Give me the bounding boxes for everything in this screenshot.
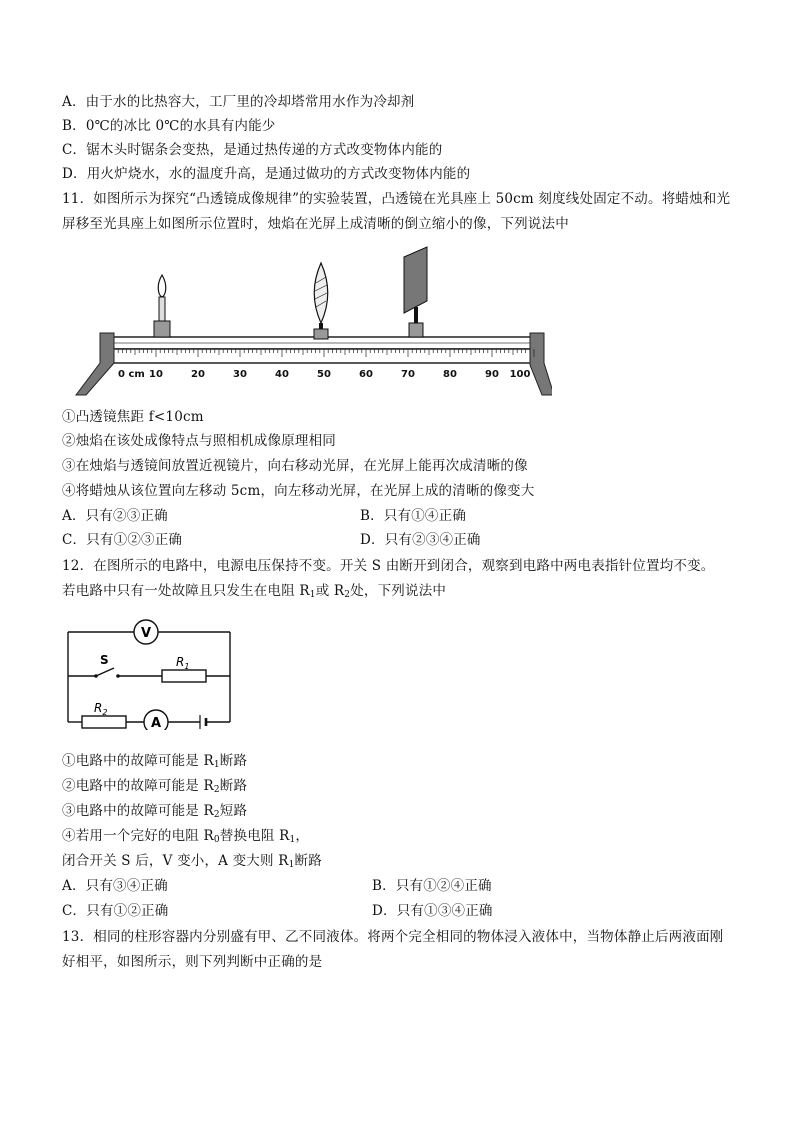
q11-option-b: B．只有①④正确: [360, 508, 467, 524]
q10-option-a: A．由于水的比热容大，工厂里的冷却塔常用水作为冷却剂: [62, 94, 415, 110]
q12-statement-4-cont: 闭合开关 S 后，V 变小，A 变大则 $R_1$断路: [62, 853, 322, 870]
light-screen: [404, 247, 427, 337]
q12-statement-2: ②电路中的故障可能是 $R_2$断路: [62, 778, 248, 795]
q10-option-d: D．用火炉烧水，水的温度升高，是通过做功的方式改变物体内能的: [62, 166, 471, 182]
tick-label-60: 60: [359, 369, 373, 380]
tick-label-80: 80: [443, 369, 457, 380]
q10-option-c: C．锯木头时锯条会变热，是通过热传递的方式改变物体内能的: [62, 142, 443, 158]
tick-label-0: 0 cm: [118, 369, 145, 380]
q13-stem-line2: 好相平，如图所示，则下列判断中正确的是: [62, 954, 323, 970]
switch-label: S: [100, 653, 109, 667]
convex-lens: [314, 263, 328, 339]
q12-stem-line2: 若电路中只有一处故障且只发生在电阻 $R_1$或 $R_2$处，下列说法中: [62, 583, 447, 600]
q11-statement-1: ①凸透镜焦距 f<10cm: [62, 409, 204, 425]
tick-label-30: 30: [233, 369, 247, 380]
q13-stem-line1: 13．相同的柱形容器内分别盛有甲、乙不同液体。将两个完全相同的物体浸入液体中，当物体静止后两液面刚: [62, 929, 724, 945]
q11-option-c: C．只有①②③正确: [62, 532, 183, 548]
svg-text:V: V: [140, 626, 152, 641]
r1-label: $R_1$: [176, 655, 190, 671]
circuit-diagram: [62, 618, 242, 730]
tick-label-50: 50: [317, 369, 331, 380]
q11-option-d: D．只有②③④正确: [360, 532, 481, 548]
candle: [154, 275, 170, 337]
right-leg: [530, 333, 552, 395]
q11-statement-2: ②烛焰在该处成像特点与照相机成像原理相同: [62, 433, 336, 449]
switch-pivot: [94, 674, 98, 678]
q12-option-a: A．只有③④正确: [62, 878, 168, 894]
svg-text:A: A: [150, 716, 162, 730]
q12-option-d: D．只有①③④正确: [372, 903, 493, 919]
q11-stem-line2: 屏移至光具座上如图所示位置时，烛焰在光屏上成清晰的倒立缩小的像，下列说法中: [62, 216, 569, 232]
tick-label-90: 90: [485, 369, 499, 380]
r2-label: $R_2$: [94, 701, 108, 717]
tick-label-100: 100: [509, 369, 531, 380]
q10-option-b: B．0℃的冰比 0℃的水具有内能少: [62, 118, 276, 134]
q11-statement-3: ③在烛焰与透镜间放置近视镜片，向右移动光屏，在光屏上能再次成清晰的像: [62, 458, 528, 474]
q11-statement-4: ④将蜡烛从该位置向左移动 5cm，向左移动光屏，在光屏上成的清晰的像变大: [62, 483, 535, 499]
q12-statement-4: ④若用一个完好的电阻 $R_0$替换电阻 $R_1$，: [62, 828, 310, 845]
q11-option-a: A．只有②③正确: [62, 508, 168, 524]
tick-label-70: 70: [401, 369, 415, 380]
q12-statement-3: ③电路中的故障可能是 $R_2$短路: [62, 803, 248, 820]
q12-stem-line1: 12．在图所示的电路中，电源电压保持不变。开关 S 由断开到闭合，观察到电路中两电表指针位置均不变。: [62, 558, 715, 574]
q12-option-b: B．只有①②④正确: [372, 878, 492, 894]
ruler-labels: [118, 369, 530, 380]
optical-bench-figure: [62, 243, 552, 403]
tick-label-20: 20: [191, 369, 205, 380]
q12-statement-1: ①电路中的故障可能是 $R_1$断路: [62, 753, 248, 770]
tick-label-10: 10: [149, 369, 163, 380]
q12-option-c: C．只有①②正确: [62, 903, 169, 919]
q11-stem-line1: 11．如图所示为探究“凸透镜成像规律”的实验装置，凸透镜在光具座上 50cm 刻度线处固定不动。将蜡烛和光: [62, 191, 731, 207]
tick-label-40: 40: [275, 369, 289, 380]
left-leg: [76, 333, 114, 395]
